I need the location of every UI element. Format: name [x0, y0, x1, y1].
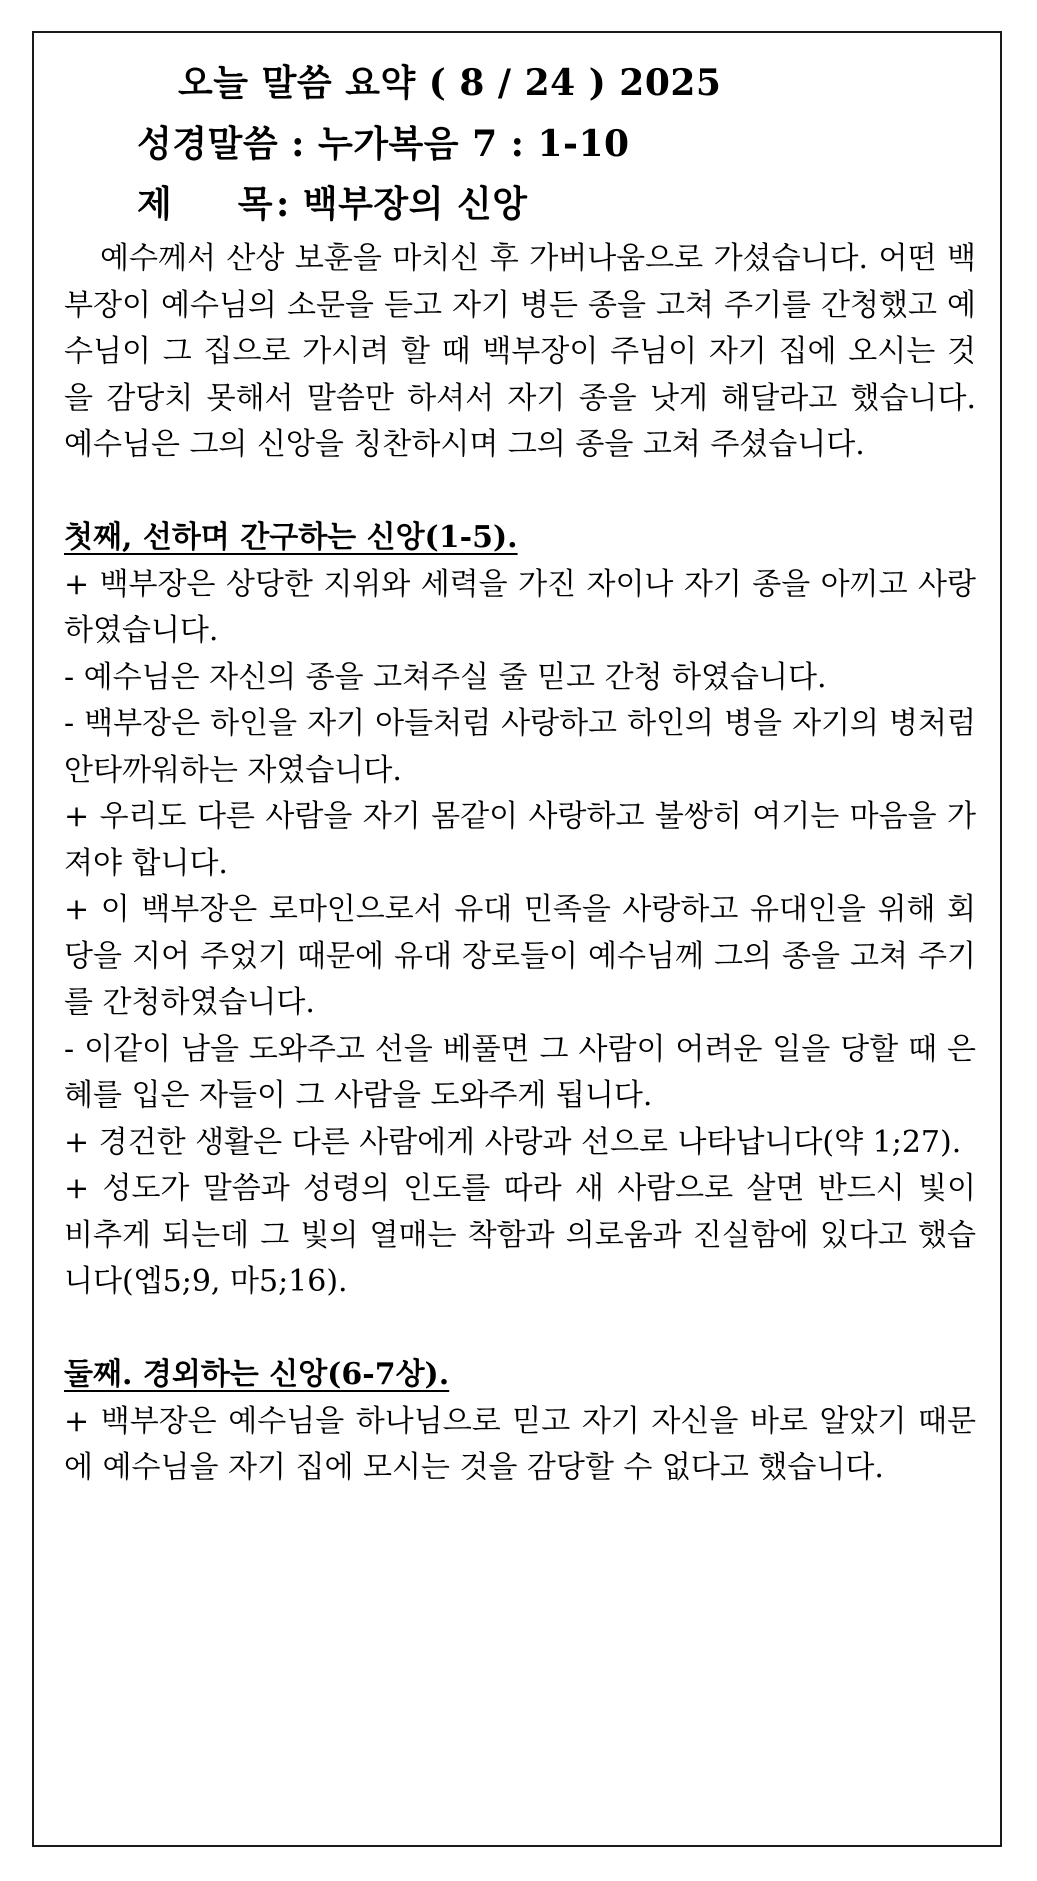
spacer — [64, 469, 976, 516]
point-item: - 이같이 남을 도와주고 선을 베풀면 그 사람이 어려운 일을 당할 때 은혜를 입은 자들이 그 사람을 도와주게 됩니다. — [64, 1031, 976, 1113]
summary-body — [64, 236, 976, 1492]
point-item: + 성도가 말씀과 성령의 인도를 따라 새 사람으로 살면 반드시 빛이 비추게 되는데 그 빛의 열매는 착함과 의로움과 진실함에 있다고 했습니다(엡5;9, 마5;16). — [64, 1171, 976, 1299]
section-heading-second: 둘째. 경외하는 신앙(6-7상). — [64, 1357, 450, 1392]
subject-value: : 백부장의 신앙 — [276, 183, 528, 225]
scripture-reference: 성경말씀 : 누가복음 7 : 1-10 — [137, 123, 630, 165]
intro-paragraph: 예수께서 산상 보훈을 마치신 후 가버나움으로 가셨습니다. 어떤 백부장이 예수님의 소문을 듣고 자기 병든 종을 고쳐 주기를 간청했고 예수님이 그 집으로 가시려 할 때 백부장이 주님이 자기 집에 오시는 것을 감당치 못해서 말씀만 하셔서 자기 종을 낫게 해달라고 했습니다. 예수님은 그의 신앙을 칭찬하시며 그의 종을 고쳐 주셨습니다. — [64, 241, 976, 462]
section-heading-first: 첫째, 선하며 간구하는 신앙(1-5). — [64, 520, 518, 555]
spacer — [64, 1306, 976, 1353]
point-item: + 우리도 다른 사람을 자기 몸같이 사랑하고 불쌍히 여기는 마음을 가져야 합니다. — [64, 799, 976, 881]
subject-label-second: 목 — [237, 183, 273, 225]
point-item: + 백부장은 상당한 지위와 세력을 가진 자이나 자기 종을 아끼고 사랑하였습니다. — [64, 566, 976, 648]
subject-label-first: 제 — [137, 183, 172, 225]
point-item: + 백부장은 예수님을 하나님으로 믿고 자기 자신을 바로 알았기 때문에 예수님을 자기 집에 모시는 것을 감당할 수 없다고 했습니다. — [64, 1403, 976, 1485]
sermon-subject — [137, 182, 528, 226]
point-item: - 백부장은 하인을 자기 아들처럼 사랑하고 하인의 병을 자기의 병처럼 안타까워하는 자였습니다. — [64, 706, 976, 788]
subject-label — [137, 182, 273, 226]
sermon-summary-frame — [32, 31, 1002, 1847]
point-item: - 예수님은 자신의 종을 고쳐주실 줄 믿고 간청 하였습니다. — [64, 659, 827, 695]
point-item: + 이 백부장은 로마인으로서 유대 민족을 사랑하고 유대인을 위해 회당을 지어 주었기 때문에 유대 장로들이 예수님께 그의 종을 고쳐 주기를 간청하였습니다. — [64, 892, 976, 1020]
point-item: + 경건한 생활은 다른 사람에게 사랑과 선으로 나타납니다(약 1;27). — [64, 1124, 962, 1160]
page-title: 오늘 말씀 요약 ( 8 / 24 ) 2025 — [178, 62, 722, 104]
